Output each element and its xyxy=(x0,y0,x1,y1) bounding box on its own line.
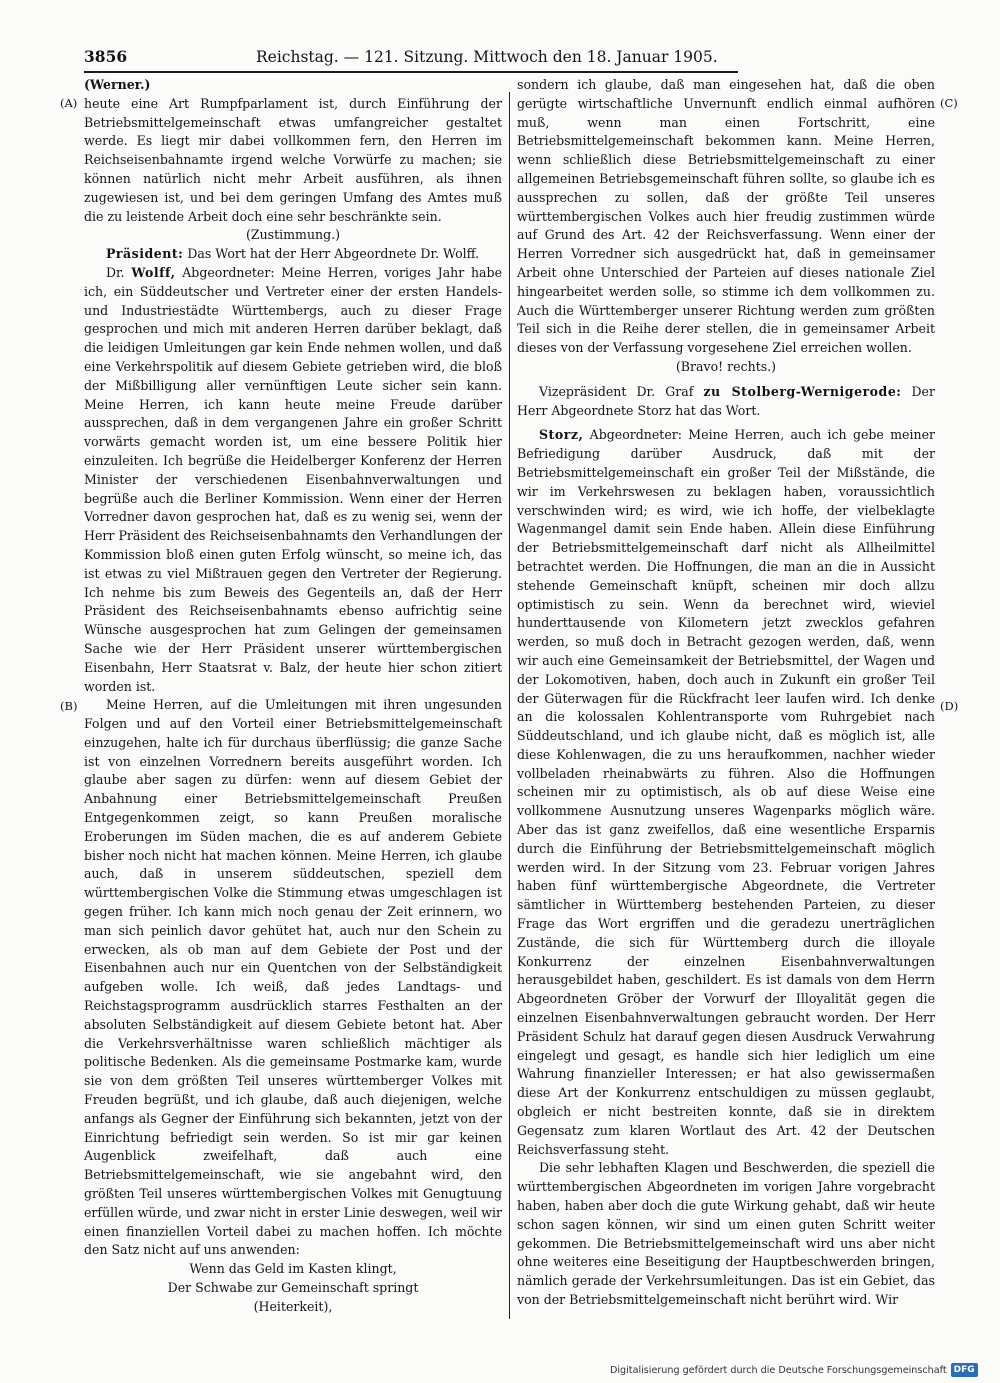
paragraph: Die sehr lebhaften Klagen und Beschwerden, die speziell die württembergischen Abgeordneten im vorigen Jahre vorgebracht haben, haben aber doch die gute Wirkung gehabt, daß wir heute schon sagen können, wir sind um einen guten Schritt weiter gekommen. Die Betriebsmittelgemeinschaft wird uns aber nicht ohne weiteres eine Beseitigung der Hauptbeschwerden bringen, nämlich gerade der Verkehrsumleitungen. Das ist ein Gebiet, das von der Betriebsmittelgemeinschaft nicht berührt wird. Wir xyxy=(517,1160,935,1307)
speaker-title: Dr. xyxy=(106,264,125,280)
speaker-name: Wolff, xyxy=(131,264,176,280)
speaker-name: zu Stolberg-Wernigerode: xyxy=(703,383,902,399)
verse-line: Der Schwabe zur Gemeinschaft springt xyxy=(167,1280,419,1295)
column-divider xyxy=(509,92,510,1319)
margin-mark-b: (B) xyxy=(60,699,78,713)
footer-text: Digitalisierung gefördert durch die Deutsche Forschungsgemeinschaft xyxy=(610,1365,947,1376)
speaker-name: Präsident: xyxy=(106,246,184,262)
paragraph xyxy=(84,264,502,696)
page-number: 3856 xyxy=(84,47,128,66)
paragraph: heute eine Art Rumpfparlament ist, durch Einführung der Betriebsmittelgemeinschaft etwas umfangreicher gestaltet werde. Es liegt mir dabei vollkommen fern, den Herren im Reichseisenbahnamte irgend welche Vorwürfe zu machen; sie können natürlich nicht mehr Arbeit ausführen, als ihnen zugewiesen ist, und bei dem geringen Umfang des Amtes muß die zu leistende Arbeit doch eine sehr beschränkte sein. xyxy=(84,95,502,224)
margin-mark-d: (D) xyxy=(940,699,959,713)
speech-text: Abgeordneter: Meine Herren, auch ich gebe meiner Befriedigung darüber Ausdruck, daß mit der Betriebsmittelgemeinschaft ein großer Teil der Mißstände, die wir im Verkehrswesen zu beklagen haben, voraussichtlich verschwinden wird; es wird, wie ich hoffe, der vielbeklagte Wagenmangel damit sein Ende haben. Allein diese Einführung der Betriebsmittelgemeinschaft darf nicht als Allheilmittel betrachtet werden. Die Hoffnungen, die man an die in Aussicht stehende Gemeinschaft knüpft, scheinen mir doch allzu optimistisch zu sein. Wenn da berechnet wird, wieviel hunderttausende von Kilometern jetzt zwecklos gefahren werden, so muß doch in Betracht gezogen werden, daß, wenn wir auch eine Gemeinsamkeit der Betriebsmittel, der Wagen und der Lokomotiven, haben, doch auch in Zukunft ein großer Teil der Güterwagen für die Rückfracht leer laufen wird. Ich denke an die kolossalen Kohlentransporte vom Ruhrgebiet nach Süddeutschland, und ich glaube nicht, daß es möglich ist, alle diese Kohlenwagen, die zu uns heraufkommen, nachher wieder vollbeladen rheinabwärts zu führen. Also die Hoffnungen scheinen mir zu optimistisch, als ob auf diese Weise eine vollkommene Ausnutzung unseres Wagenparks möglich wäre. Aber das ist ganz zweifellos, daß eine wesentliche Ersparnis durch die Einführung der Betriebsmittelgemeinschaft möglich werden wird. In der Sitzung vom 23. Februar vorigen Jahres haben fünf württembergische Abgeordnete, die Vertreter sämtlicher in Württemberg bestehenden Parteien, zu dieser Frage das Wort ergriffen und die geradezu unerträglichen Zustände, die sich für Württemberg durch die illoyale Konkurrenz der einzelnen Eisenbahnverwaltungen herausgebildet haben, geschildert. Es ist damals von dem Herrn Abgeordneten Gröber der Vorwurf der Illoyalität gegen die einzelnen Eisenbahnverwaltungen gebraucht worden. Der Herr Präsident Schulz hat darauf gegen diesen Ausdruck Verwahrung eingelegt und gesagt, es handle sich hier lediglich um eine Wahrung finanzieller Interessen; er hat also gewissermaßen diese Art der Konkurrenz entschuldigen zu müssen geglaubt, obgleich er nicht bestreiten konnte, daß sie in direktem Gegensatz zum klaren Wortlaut des Art. 42 der Deutschen Reichsverfassung steht. xyxy=(517,427,935,1157)
left-column xyxy=(84,76,502,1317)
reaction: (Bravo! rechts.) xyxy=(675,358,777,374)
paragraph xyxy=(517,383,935,421)
continuation-speaker: (Werner.) xyxy=(84,77,151,92)
margin-mark-a: (A) xyxy=(60,96,78,110)
paragraph: Meine Herren, auf die Umleitungen mit ihren ungesunden Folgen und auf den Vorteil einer Betriebsmittelgemeinschaft einzugehen, halte ich für durchaus überflüssig; die ganze Sache ist von einzelnen Vorrednern bereits ausgeführt worden. Ich glaube aber sagen zu dürfen: wenn auf diesem Gebiet der Anbahnung einer Betriebsmittelgemeinschaft Preußen Entgegenkommen zeigt, so kann Preußen moralische Eroberungen im Süden machen, die es auf anderem Gebiete bisher noch nicht hat machen können. Meine Herren, ich glaube auch, daß in unserem süddeutschen, speziell dem württembergischen Volke die Stimmung etwas umgeschlagen ist gegen früher. Ich kann mich noch genau der Zeit erinnern, wo man sich peinlich davor gehütet hat, auch nur den Schein zu erwecken, als ob man auf dem Gebiete der Post und der Eisenbahnen auch nur ein Quentchen von der Selbständigkeit aufgeben wolle. Ich weiß, daß jedes Landtags- und Reichstagsprogramm ausdrücklich starres Festhalten an der absoluten Selbständigkeit auf diesem Gebiete betont hat. Aber die Verkehrsverhältnisse waren schließlich mächtiger als politische Bedenken. Als die gemeinsame Postmarke kam, wurde sie von dem größten Teil unseres württemberger Volkes mit Freuden begrüßt, und ich glaube, daß auch diejenigen, welche anfangs als Gegner der Einführung sich bekannten, jetzt von der Einrichtung befriedigt sein werden. So ist mir gar keinen Augenblick zweifelhaft, daß auch eine Betriebsmittelgemeinschaft, wie sie angebahnt wird, den größten Teil unseres württembergischen Volkes mit Genugtuung erfüllen würde, und zwar nicht in erster Linie deswegen, weil wir einen finanziellen Vorteil dabei zu machen hoffen. Ich möchte den Satz nicht auf uns anwenden: xyxy=(84,697,502,1258)
reaction: (Heiterkeit), xyxy=(253,1298,333,1314)
right-column xyxy=(517,76,935,1310)
running-title: Reichstag. — 121. Sitzung. Mittwoch den 18. Januar 1905. xyxy=(256,48,718,66)
speech-text: Abgeordneter: Meine Herren, voriges Jahr habe ich, ein Süddeutscher und Vertreter einer der ersten Handels- und Industriestädte Württembergs, auch zu dieser Frage gesprochen und mich mit anderen Herren darüber beklagt, daß die leidigen Umleitungen gar kein Ende nehmen wollen, und daß eine Verkehrspolitik auf diesem Gebiete getrieben wird, die bloß der Mißbilligung aller vernünftigen Leute sicher sein kann. Meine Herren, ich kann heute meine Freude darüber aussprechen, daß in dem vergangenen Jahre ein großer Schritt vorwärts gemacht worden ist, um eine bessere Politik hier einzuleiten. Ich begrüße die Heidelberger Konferenz der Herren Minister der verschiedenen Eisenbahnverwaltungen und begrüße auch die Berliner Kommission. Wenn einer der Herren Vorredner davon gesprochen hat, daß es zu wenig sei, wenn der Herr Präsident des Reichseisenbahnamts den Verhandlungen der Kommission bloß einen guten Erfolg wünscht, so meine ich, das ist etwas zu viel Mißtrauen gegen den Vertreter der Regierung. Ich nehme bis zum Beweis des Gegenteils an, daß der Herr Präsident des Reichseisenbahnamts ebenso aufrichtig seine Wünsche ausgesprochen hat zum Gelingen der gemeinsamen Sache wie der Herr Präsident unserer württembergischen Eisenbahn, Herr Staatsrat v. Balz, der heute hier schon zitiert worden ist. xyxy=(84,264,502,694)
speaker-name: Storz, xyxy=(539,427,584,443)
paragraph xyxy=(84,245,502,264)
running-header xyxy=(84,44,738,70)
dfg-logo: DFG xyxy=(951,1363,978,1377)
verse-line: Wenn das Geld im Kasten klingt, xyxy=(189,1261,397,1277)
paragraph xyxy=(517,426,935,1159)
reaction: (Zustimmung.) xyxy=(245,227,341,243)
speaker-title: Vizepräsident Dr. Graf xyxy=(539,383,694,399)
footer-credit xyxy=(610,1363,995,1379)
speech-text: Das Wort hat der Herr Abgeordnete Dr. Wolff. xyxy=(187,246,480,262)
header-rule xyxy=(84,71,738,73)
margin-mark-c: (C) xyxy=(940,96,958,110)
speech-text: Der Herr Abgeordnete Storz hat das Wort. xyxy=(517,383,935,418)
paragraph: sondern ich glaube, daß man eingesehen hat, daß die oben gerügte wirtschaftliche Unvernunft endlich einmal aufhören muß, wenn man einen Fortschritt, eine Betriebsmittelgemeinschaft bekommen kann. Meine Herren, wenn schließlich diese Betriebsmittelgemeinschaft zu einer allgemeinen Betriebsgemeinschaft führen sollte, so glaube ich es aussprechen zu sollen, daß der größte Teil unseres württembergischen Volkes auch hier freudig zustimmen würde auf Grund des Art. 42 der Reichsverfassung. Wenn einer der Herren Vorredner sich ausgedrückt hat, daß in gemeinsamer Arbeit ohne Unterschied der Parteien auf dieses nationale Ziel hingearbeitet werden solle, so stimme ich dem vollkommen zu. Auch die Württemberger unserer Richtung werden zum größten Teil sich in die Reihe derer stellen, die in gemeinsamer Arbeit dieses von der Verfassung vorgesehene Ziel erreichen wollen. xyxy=(517,77,935,356)
